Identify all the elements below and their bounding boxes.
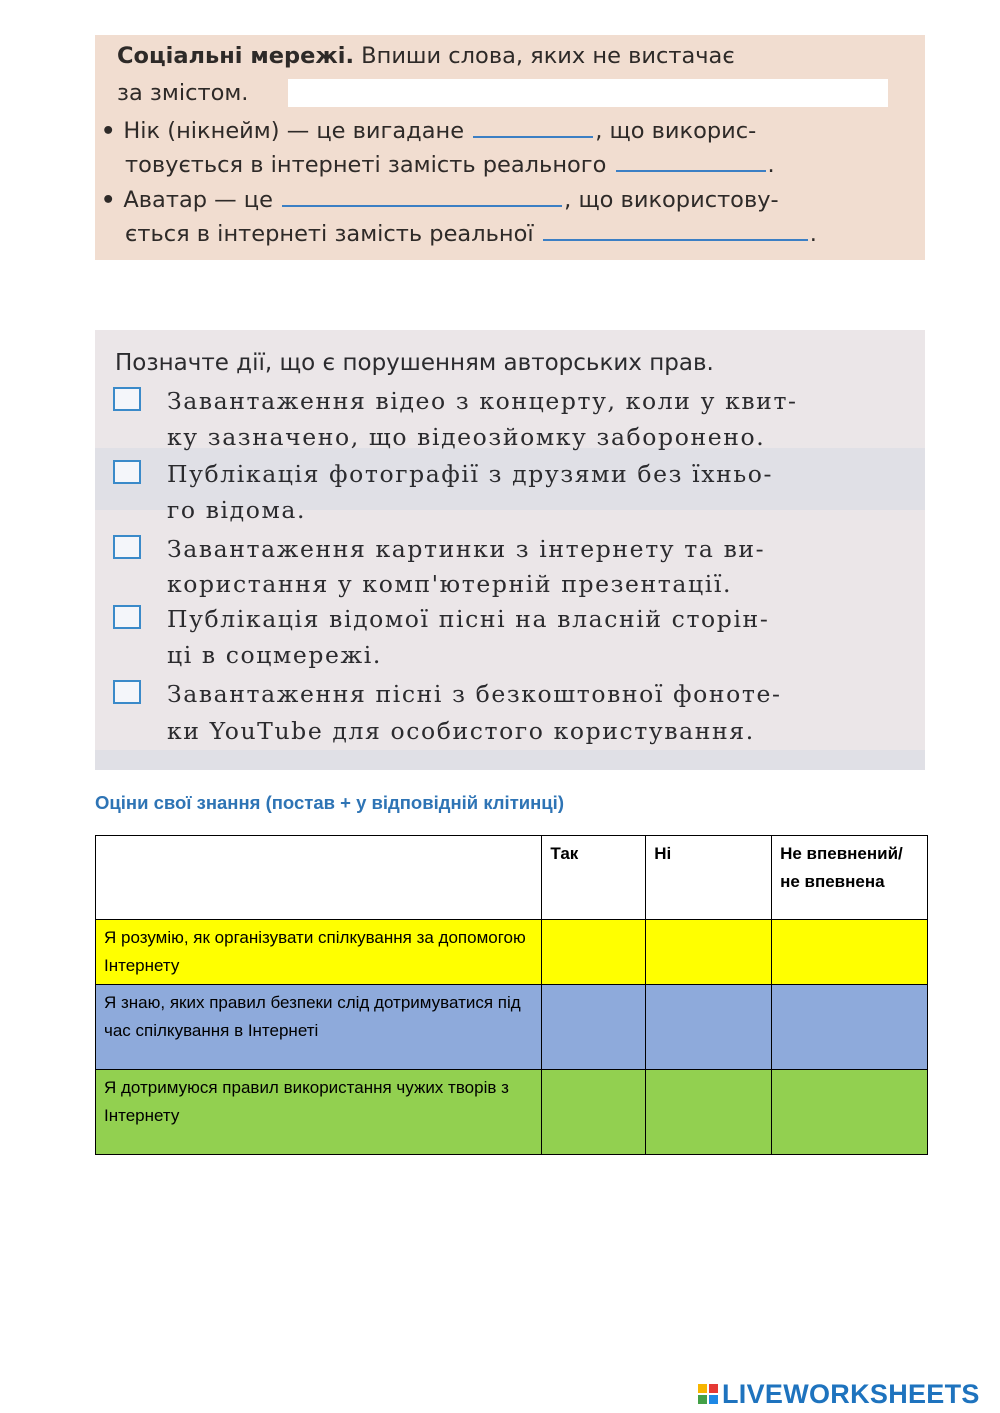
exercise2-item2-line2: го відома. — [167, 496, 307, 524]
checkbox-item-1[interactable] — [113, 387, 141, 411]
answer-blank-real-photo[interactable] — [543, 221, 808, 241]
answer-blank-real-name[interactable] — [616, 152, 766, 172]
exercise2-item3-line2: користання у комп'ютерній презентації. — [167, 570, 733, 598]
checkbox-item-2[interactable] — [113, 460, 141, 484]
answer-cell-yes[interactable] — [542, 1070, 646, 1155]
answer-blank-avatar[interactable] — [282, 187, 562, 207]
header-blank — [96, 836, 542, 920]
exercise2-item2-line1: Публікація фотографії з друзями без їхньо- — [167, 460, 774, 488]
answer-cell-yes[interactable] — [542, 920, 646, 985]
exercise1-item1-line1: • Нік (нікнейм) — це вигадане , що викорис- — [101, 118, 757, 144]
assessment-title: Оціни свої знання (постав + у відповідній клітинці) — [95, 792, 564, 813]
answer-cell-not-sure[interactable] — [772, 985, 928, 1070]
exercise1-item1-line2: товується в інтернеті замість реального . — [125, 152, 775, 178]
answer-cell-no[interactable] — [646, 1070, 772, 1155]
header-yes: Так — [542, 836, 646, 920]
bleed-through-band-bottom — [95, 750, 925, 770]
checkbox-item-3[interactable] — [113, 535, 141, 559]
exercise2-item5-line1: Завантаження пісні з безкоштовної фоноте- — [167, 680, 782, 708]
row-label: Я розумію, як організувати спілкування за допомогою Інтернету — [96, 920, 542, 985]
liveworksheets-logo-icon — [698, 1384, 718, 1404]
logo-text: LIVEWORKSHEETS — [722, 1378, 980, 1409]
exercise2-item4-line1: Публікація відомої пісні на власній сторін- — [167, 605, 770, 633]
answer-cell-not-sure[interactable] — [772, 1070, 928, 1155]
exercise2-item1-line1: Завантаження відео з концерту, коли у квит- — [167, 387, 798, 415]
answer-blank-nickname[interactable] — [473, 118, 593, 138]
exercise1-title: Соціальні мережі. Впиши слова, яких не вистачає — [117, 43, 735, 69]
assessment-table — [95, 835, 928, 1155]
exercise-copyright — [95, 330, 925, 770]
row-label: Я знаю, яких правил безпеки слід дотримуватися під час спілкування в Інтернеті — [96, 985, 542, 1070]
exercise2-title: Позначте дії, що є порушенням авторських прав. — [115, 350, 714, 376]
exercise2-item1-line2: ку зазначено, що відеозйомку заборонено. — [167, 423, 766, 451]
checkbox-item-5[interactable] — [113, 680, 141, 704]
exercise2-item3-line1: Завантаження картинки з інтернету та ви- — [167, 535, 766, 563]
liveworksheets-logo[interactable] — [698, 1378, 980, 1410]
answer-field-top[interactable] — [288, 79, 888, 107]
exercise-social-networks — [95, 35, 925, 260]
header-not-sure: Не впевнений/не впевнена — [772, 836, 928, 920]
answer-cell-no[interactable] — [646, 920, 772, 985]
table-row — [96, 1070, 928, 1155]
checkbox-item-4[interactable] — [113, 605, 141, 629]
answer-cell-yes[interactable] — [542, 985, 646, 1070]
row-label: Я дотримуюся правил використання чужих творів з Інтернету — [96, 1070, 542, 1155]
exercise2-item5-line2: ки YouTube для особистого користування. — [167, 717, 755, 745]
exercise1-title-line2: за змістом. — [117, 80, 249, 106]
table-row — [96, 920, 928, 985]
table-header-row — [96, 836, 928, 920]
header-no: Ні — [646, 836, 772, 920]
exercise1-item2-line2: ється в інтернеті замість реальної . — [125, 221, 817, 247]
exercise2-item4-line2: ці в соцмережі. — [167, 641, 382, 669]
exercise1-item2-line1: • Аватар — це , що використову- — [101, 187, 779, 213]
table-row — [96, 985, 928, 1070]
answer-cell-no[interactable] — [646, 985, 772, 1070]
answer-cell-not-sure[interactable] — [772, 920, 928, 985]
